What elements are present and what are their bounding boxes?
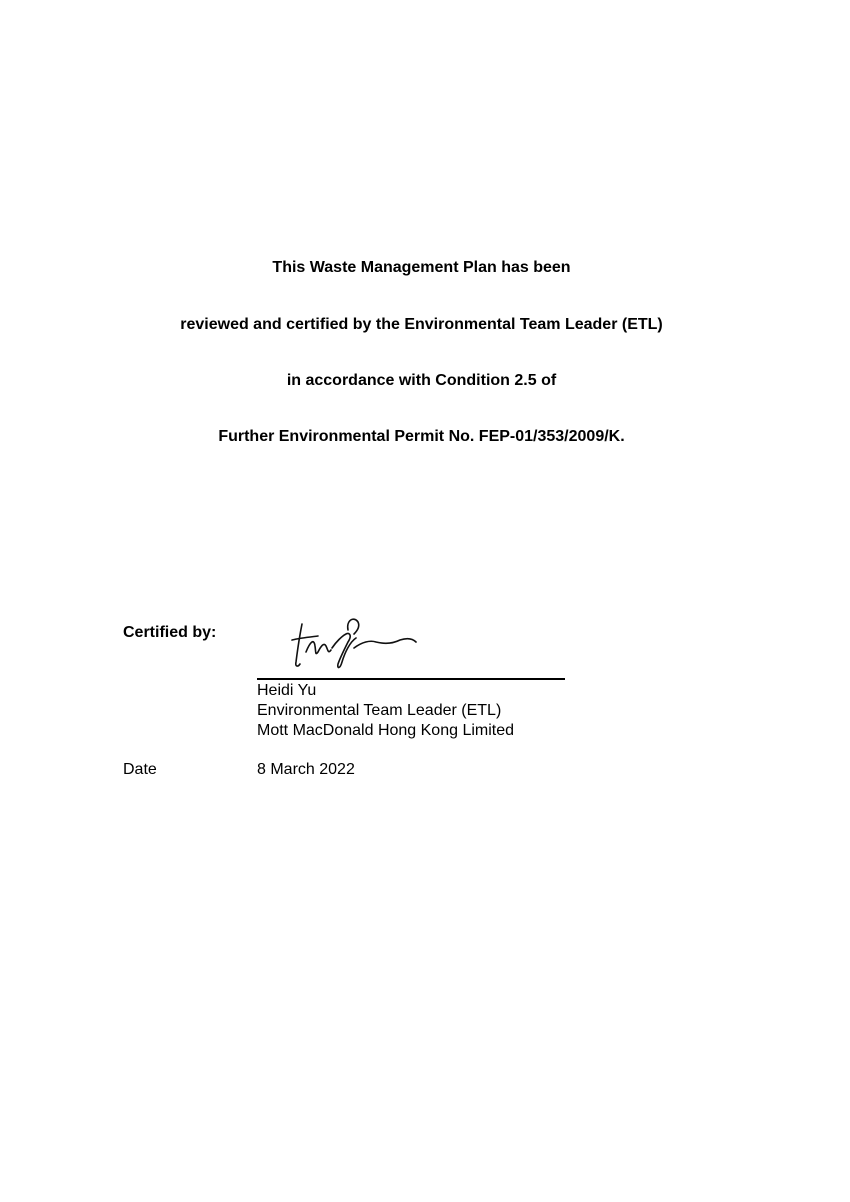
statement-line-3: in accordance with Condition 2.5 of — [286, 372, 557, 389]
signatory-name: Heidi Yu — [257, 682, 317, 699]
date-label: Date — [123, 761, 157, 778]
signature-icon — [288, 612, 423, 674]
date-value: 8 March 2022 — [257, 761, 355, 778]
signatory-role: Environmental Team Leader (ETL) — [257, 702, 502, 719]
statement-line-1: This Waste Management Plan has been — [272, 259, 571, 276]
statement-line-4: Further Environmental Permit No. FEP-01/353/2009/K. — [218, 428, 625, 445]
signatory-organisation: Mott MacDonald Hong Kong Limited — [257, 722, 515, 739]
signature-line — [257, 678, 565, 680]
certified-by-label: Certified by: — [123, 624, 217, 641]
statement-line-2: reviewed and certified by the Environmental Team Leader (ETL) — [180, 316, 663, 333]
